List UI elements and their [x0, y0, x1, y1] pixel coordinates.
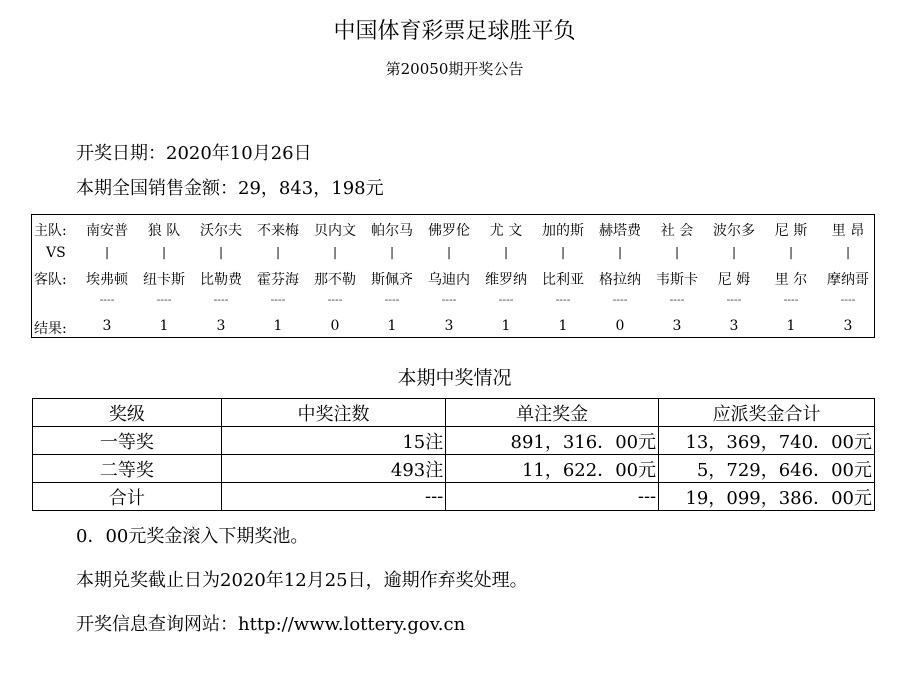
prize-level: 一等奖 [33, 427, 222, 455]
dash-separator: ---- [669, 293, 685, 306]
dash-separator: ---- [783, 293, 799, 306]
home-team: 佛罗伦 [428, 223, 470, 239]
vs-separator: | [389, 245, 395, 259]
header-level: 奖级 [33, 399, 222, 427]
total-prize: 13，369，740．00元 [659, 427, 875, 455]
prize-count: 493注 [221, 455, 445, 483]
home-team: 里 昂 [831, 223, 865, 239]
vs-separator: | [218, 245, 224, 259]
prize-count: 15注 [221, 427, 445, 455]
unit-prize: 11，622．00元 [446, 455, 659, 483]
home-row-label: 主队: [34, 223, 67, 239]
vs-separator: | [446, 245, 452, 259]
home-team: 波尔多 [713, 223, 755, 239]
unit-prize: --- [446, 483, 659, 511]
vs-separator: | [161, 245, 167, 259]
match-result: 3 [216, 318, 226, 334]
match-result: 1 [273, 318, 283, 334]
vs-separator: | [560, 245, 566, 259]
table-row [33, 455, 875, 483]
dash-separator: ---- [270, 293, 286, 306]
dash-separator: ---- [498, 293, 514, 306]
away-team: 霍芬海 [257, 272, 299, 288]
prize-table [32, 398, 875, 511]
prize-section-title: 本期中奖情况 [397, 367, 512, 389]
home-team: 狼 队 [147, 223, 181, 239]
dash-separator: ---- [612, 293, 628, 306]
prize-count: --- [221, 483, 445, 511]
vs-row-label: VS [46, 245, 66, 261]
issue-subtitle: 第20050期开奖公告 [385, 60, 524, 78]
dash-separator: ---- [156, 293, 172, 306]
away-team: 乌迪内 [428, 272, 470, 288]
home-team: 加的斯 [542, 223, 584, 239]
vs-separator: | [275, 245, 281, 259]
away-row-label: 客队: [34, 272, 67, 288]
away-team: 尼 姆 [717, 272, 751, 288]
table-row [33, 427, 875, 455]
match-result: 1 [159, 318, 169, 334]
header-total-prize: 应派奖金合计 [659, 399, 875, 427]
match-result: 3 [102, 318, 112, 334]
away-team: 格拉纳 [599, 272, 641, 288]
home-team: 尤 文 [489, 223, 523, 239]
rollover-note: 0．00元奖金滚入下期奖池。 [76, 526, 309, 547]
home-team: 沃尔夫 [200, 223, 242, 239]
home-team: 贝内文 [314, 223, 356, 239]
prize-level: 二等奖 [33, 455, 222, 483]
away-team: 摩纳哥 [827, 272, 869, 288]
home-team: 不来梅 [257, 223, 299, 239]
sales-amount: 本期全国销售金额：29，843，198元 [76, 178, 384, 199]
page-title: 中国体育彩票足球胜平负 [333, 19, 576, 44]
dash-separator: ---- [555, 293, 571, 306]
home-team: 社 会 [660, 223, 694, 239]
prize-level: 合计 [33, 483, 222, 511]
match-table [31, 214, 875, 338]
header-unit-prize: 单注奖金 [446, 399, 659, 427]
match-result: 1 [558, 318, 568, 334]
away-team: 埃弗顿 [86, 272, 128, 288]
vs-separator: | [332, 245, 338, 259]
deadline-note: 本期兑奖截止日为2020年12月25日，逾期作弃奖处理。 [76, 570, 528, 591]
dash-separator: ---- [840, 293, 856, 306]
draw-date: 开奖日期：2020年10月26日 [76, 143, 312, 164]
match-result: 3 [444, 318, 454, 334]
dash-separator: ---- [327, 293, 343, 306]
vs-separator: | [845, 245, 851, 259]
dash-separator: ---- [441, 293, 457, 306]
home-team: 南安普 [86, 223, 128, 239]
vs-separator: | [617, 245, 623, 259]
vs-separator: | [104, 245, 110, 259]
away-team: 纽卡斯 [143, 272, 185, 288]
dash-separator: ---- [384, 293, 400, 306]
unit-prize: 891，316．00元 [446, 427, 659, 455]
away-team: 韦斯卡 [656, 272, 698, 288]
match-result: 1 [501, 318, 511, 334]
vs-separator: | [674, 245, 680, 259]
vs-separator: | [503, 245, 509, 259]
home-team: 赫塔费 [599, 223, 641, 239]
match-result: 0 [330, 318, 340, 334]
dash-separator: ---- [213, 293, 229, 306]
dash-separator: ---- [726, 293, 742, 306]
prize-table-header [33, 399, 875, 427]
match-result: 1 [786, 318, 796, 334]
website-note: 开奖信息查询网站：http://www.lottery.gov.cn [76, 614, 466, 635]
match-result: 3 [672, 318, 682, 334]
away-team: 比勒费 [200, 272, 242, 288]
away-team: 比利亚 [542, 272, 584, 288]
table-row [33, 483, 875, 511]
away-team: 里 尔 [774, 272, 808, 288]
dash-separator: ---- [99, 293, 115, 306]
total-prize: 5，729，646．00元 [659, 455, 875, 483]
away-team: 那不勒 [314, 272, 356, 288]
away-team: 维罗纳 [485, 272, 527, 288]
home-team: 帕尔马 [371, 223, 413, 239]
match-result: 0 [615, 318, 625, 334]
home-team: 尼 斯 [774, 223, 808, 239]
match-result: 1 [387, 318, 397, 334]
away-team: 斯佩齐 [371, 272, 413, 288]
header-count: 中奖注数 [221, 399, 445, 427]
total-prize: 19，099，386．00元 [659, 483, 875, 511]
vs-separator: | [731, 245, 737, 259]
match-result: 3 [729, 318, 739, 334]
match-result: 3 [843, 318, 853, 334]
vs-separator: | [788, 245, 794, 259]
result-row-label: 结果: [34, 321, 67, 337]
